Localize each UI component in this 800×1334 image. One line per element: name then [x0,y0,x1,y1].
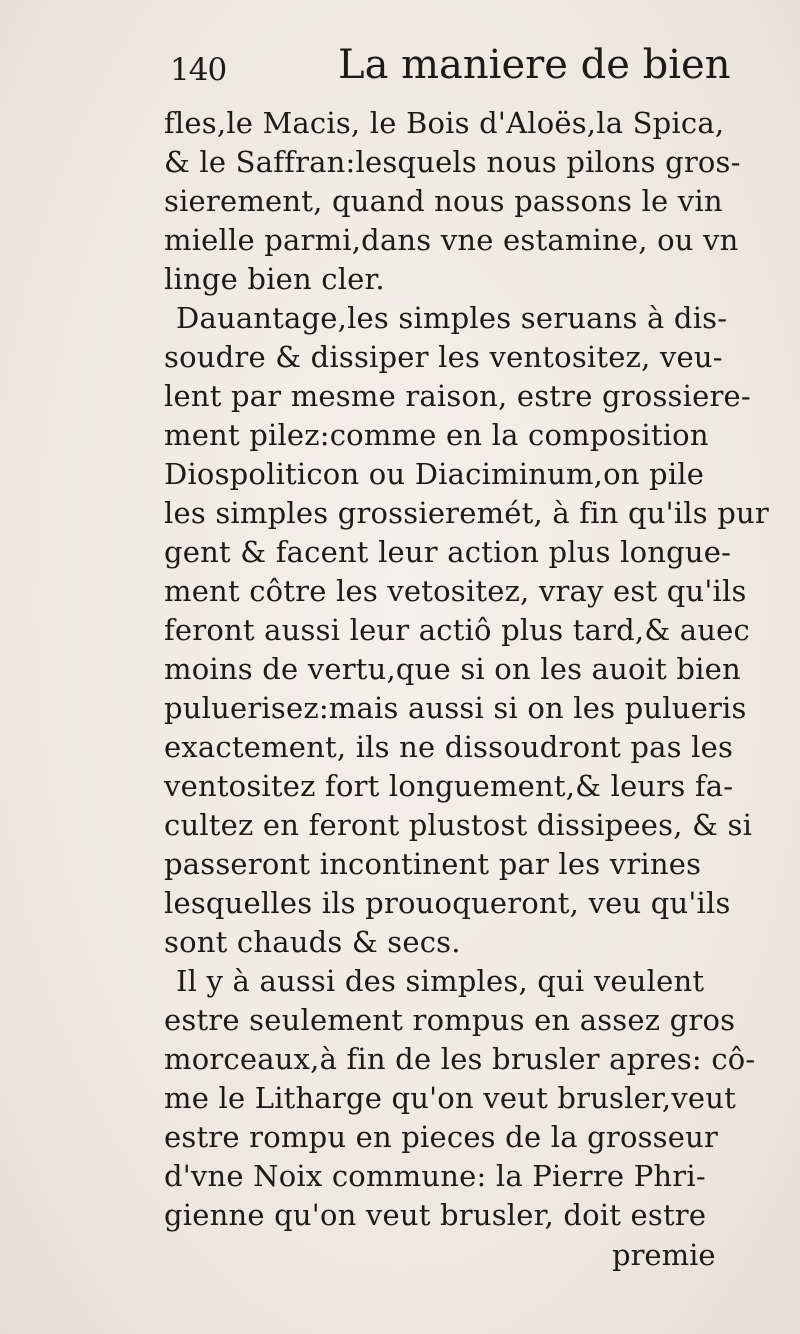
text-line: mielle parmi,dans vne estamine, ou vn [164,223,739,257]
text-line: moins de vertu,que si on les auoit bien [164,652,741,686]
text-line: Diospoliticon ou Diaciminum,on pile [164,457,705,491]
text-line: lent par mesme raison, estre grossiere- [164,379,751,413]
text-line: gent & facent leur action plus longue- [164,535,732,569]
text-line: ment côtre les vetositez, vray est qu'ils [164,574,747,608]
text-line: fles,le Macis, le Bois d'Aloës,la Spica, [164,106,725,140]
page-number: 140 [170,52,227,88]
text-line: les simples grossieremét, à fin qu'ils pur [164,496,769,530]
text-line: lesquelles ils prouoqueront, veu qu'ils [164,886,731,920]
text-line: morceaux,à fin de les brusler apres: cô- [164,1042,756,1076]
text-line: feront aussi leur actiô plus tard,& auec [164,613,750,647]
text-line: soudre & dissiper les ventositez, veu- [164,340,723,374]
text-line: estre rompu en pieces de la grosseur [164,1120,719,1154]
text-line: sont chauds & secs. [164,925,461,959]
text-line: Il y à aussi des simples, qui veulent [176,964,705,998]
text-line: gienne qu'on veut brusler, doit estre [164,1198,707,1232]
text-line: puluerisez:mais aussi si on les pulueris [164,691,747,725]
page-header [170,42,731,94]
catchword: premie [612,1238,716,1272]
text-line: linge bien cler. [164,262,385,296]
text-line: passeront incontinent par les vrines [164,847,702,881]
text-line: cultez en feront plustost dissipees, & si [164,808,753,842]
text-line: ment pilez:comme en la composition [164,418,709,452]
text-line: estre seulement rompus en assez gros [164,1003,736,1037]
text-line: sierement, quand nous passons le vin [164,184,723,218]
text-line: ventositez fort longuement,& leurs fa- [164,769,734,803]
running-title: La maniere de bien [338,42,731,88]
text-line: me le Litharge qu'on veut brusler,veut [164,1081,736,1115]
text-line: exactement, ils ne dissoudront pas les [164,730,734,764]
text-line: Dauantage,les simples seruans à dis- [176,301,728,335]
text-line: & le Saffran:lesquels nous pilons gros- [164,145,741,179]
body-text [164,104,800,1235]
text-line: d'vne Noix commune: la Pierre Phri- [164,1159,706,1193]
